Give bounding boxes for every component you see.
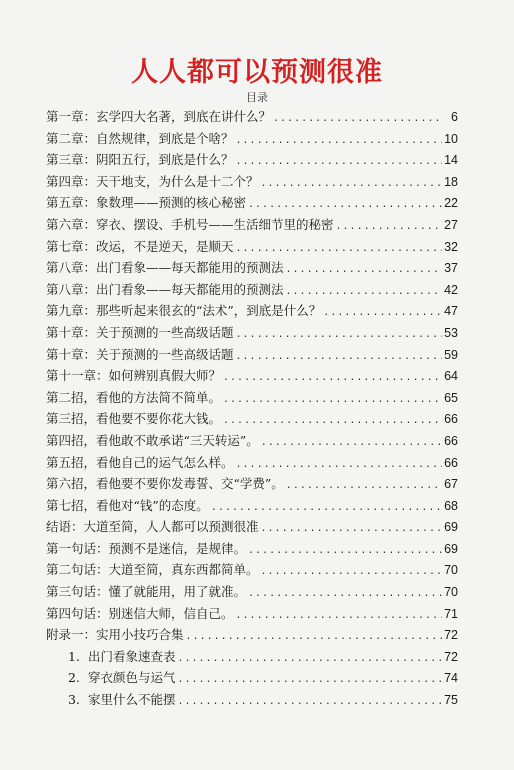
toc-dot-leader [248,583,442,605]
toc-page-number: 64 [444,369,458,384]
toc-dot-leader [323,302,442,324]
toc-entry-label: 第八章：出门看象——每天都能用的预测法 [46,260,284,276]
toc-page-number: 18 [444,174,458,189]
toc-entry [46,538,458,560]
toc-entry [46,559,458,581]
toc-entry [46,495,458,517]
toc-entry-label: 第十一章：如何辨别真假大师？ [46,368,222,384]
toc-dot-leader [186,626,442,648]
toc-entry-label: 第二句话：大道至简，真东西都简单。 [46,562,259,578]
toc-dot-leader [236,130,442,152]
toc-entry [46,322,458,344]
toc-page-number: 74 [444,671,458,686]
toc-entry-label: 第二章：自然规律，到底是个啥？ [46,130,234,146]
toc-subentry [46,667,458,689]
toc-dot-leader [236,151,442,173]
toc-entry-label: 第八章：出门看象——每天都能用的预测法 [46,281,284,297]
toc-dot-leader [177,691,442,713]
toc-page-number: 59 [444,347,458,362]
toc-dot-leader [286,281,442,303]
toc-entry-label: 第三句话：懂了就能用，用了就准。 [46,584,247,600]
toc-entry [46,516,458,538]
toc-entry-label: 第六章：穿衣、摆设、手机号——生活细节里的秘密 [46,216,334,232]
toc-entry [46,344,458,366]
toc-page-number: 14 [444,153,458,168]
toc-entry [46,149,458,171]
toc-entry-label: 第五章：象数理——预测的核心秘密 [46,195,247,211]
toc-dot-leader [223,410,442,432]
toc-dot-leader [236,605,442,627]
toc-entry [46,430,458,452]
toc-dot-leader [336,216,442,238]
toc-entry [46,408,458,430]
toc-dot-leader [236,454,442,476]
toc-entry-label: 第七章：改运，不是逆天，是顺天 [46,238,234,254]
toc-entry-label: 第五招，看他自己的运气怎么样。 [46,454,234,470]
toc-page-number: 69 [444,520,458,535]
toc-entry-label: 第九章：那些听起来很玄的“法术”，到底是什么？ [46,303,322,319]
toc-entry-label: 第四招，看他敢不敢承诺“三天转运”。 [46,432,259,448]
toc-entry [46,581,458,603]
toc-entry [46,473,458,495]
toc-dot-leader [273,108,442,130]
toc-dot-leader [236,346,442,368]
toc-entry-label: 第十章：关于预测的一些高级话题 [46,346,234,362]
toc-entry [46,214,458,236]
toc-entry [46,452,458,474]
toc-entry [46,106,458,128]
toc-subentry-text: 穿衣颜色与运气 [87,670,176,686]
toc-dot-leader [177,648,442,670]
toc-page-number: 67 [444,477,458,492]
toc-page-number: 32 [444,239,458,254]
toc-entry-label: 第六招，看他要不要你发毒誓、交“学费”。 [46,476,284,492]
toc-page-number: 6 [451,110,458,124]
toc-entry-label: 第十章：关于预测的一些高级话题 [46,324,234,340]
toc-page-number: 75 [444,693,458,708]
toc-page-number: 66 [444,412,458,427]
toc-dot-leader [211,497,442,519]
toc-dot-leader [261,561,442,583]
toc-subentry [46,689,458,711]
toc-entry-label: 第四章：天干地支，为什么是十二个？ [46,173,259,189]
toc-entry-label: 第一句话：预测不是迷信，是规律。 [46,540,247,556]
toc-page-number: 71 [444,606,458,621]
toc-dot-leader [236,324,442,346]
toc-dot-leader [236,238,442,260]
toc-entry-label: 第七招，看他对“钱”的态度。 [46,497,209,513]
toc-entry-label [68,646,175,668]
toc-dot-leader [177,669,442,691]
toc-entry [46,624,458,646]
toc-entry-label: 第三招，看他要不要你花大钱。 [46,411,222,427]
toc-entry-label [68,689,175,711]
toc-dot-leader [286,475,442,497]
toc-entry [46,300,458,322]
toc-page-number: 70 [444,585,458,600]
toc-subentry-text: 家里什么不能摆 [87,692,176,708]
toc-page-number: 66 [444,433,458,448]
toc-subentry-number: 3. [68,692,80,708]
toc-entry [46,387,458,409]
toc-dot-leader [261,518,442,540]
toc-page-number: 53 [444,325,458,340]
toc-dot-leader [223,389,442,411]
document-title: 人人都可以预测很准 [131,57,383,88]
table-of-contents [46,106,458,711]
toc-entry [46,192,458,214]
toc-entry-label: 第一章：玄学四大名著，到底在讲什么？ [46,109,272,124]
toc-page-number: 69 [444,541,458,556]
toc-entry-label [68,667,175,689]
toc-subentry-text: 出门看象速查表 [87,648,176,664]
toc-heading: 目录 [246,91,268,104]
toc-page-number: 27 [444,217,458,232]
toc-entry [46,365,458,387]
toc-entry [46,171,458,193]
toc-page-number: 70 [444,563,458,578]
toc-entry-label: 附录一：实用小技巧合集 [46,627,184,643]
toc-page-number: 66 [444,455,458,470]
toc-subentry-number: 2. [68,670,80,686]
toc-page-number: 47 [444,304,458,319]
toc-entry [46,128,458,150]
toc-page-number: 65 [444,390,458,405]
toc-page-number: 37 [444,261,458,276]
toc-dot-leader [261,432,442,454]
toc-subentry [46,646,458,668]
toc-page-number: 22 [444,196,458,211]
toc-subentry-number: 1. [68,648,80,664]
toc-page-number: 72 [444,628,458,643]
toc-page-number: 68 [444,498,458,513]
toc-entry-label: 第二招，看他的方法简不简单。 [46,389,222,405]
toc-page-number: 72 [444,649,458,664]
toc-page-number: 10 [444,131,458,146]
toc-entry [46,279,458,301]
toc-entry [46,236,458,258]
toc-dot-leader [261,173,442,195]
toc-entry [46,603,458,625]
toc-dot-leader [248,540,442,562]
toc-entry [46,257,458,279]
toc-entry-label: 结语：大道至简，人人都可以预测很准 [46,519,259,535]
toc-entry-label: 第三章：阴阳五行，到底是什么？ [46,152,234,168]
toc-dot-leader [248,194,442,216]
toc-dot-leader [286,259,442,281]
toc-page-number: 42 [444,282,458,297]
toc-dot-leader [223,367,442,389]
toc-entry-label: 第四句话：别迷信大师，信自己。 [46,605,234,621]
